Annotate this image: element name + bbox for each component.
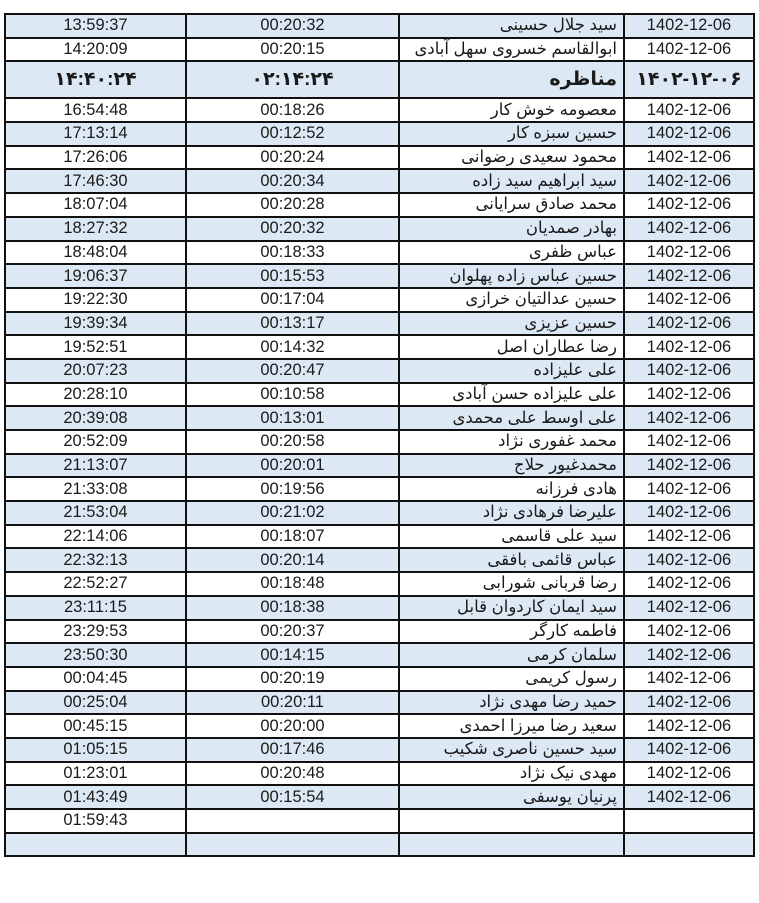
speaker-name-cell[interactable]: سید حسین ناصری شکیب bbox=[399, 738, 624, 762]
speaker-name-cell[interactable]: حسین عباس زاده پهلوان bbox=[399, 264, 624, 288]
table-row bbox=[5, 383, 754, 407]
speaker-name-cell[interactable] bbox=[399, 809, 624, 833]
end-time-cell[interactable] bbox=[5, 833, 186, 857]
table-row bbox=[5, 833, 754, 857]
duration-cell[interactable]: ۰۲:۱۴:۲۴ bbox=[186, 61, 399, 98]
date-cell[interactable] bbox=[624, 833, 754, 857]
table-row bbox=[5, 501, 754, 525]
end-time-cell[interactable]: 20:39:08 bbox=[5, 406, 186, 430]
duration-cell[interactable]: 00:20:00 bbox=[186, 714, 399, 738]
speaker-name-cell[interactable]: علی اوسط علی محمدی bbox=[399, 406, 624, 430]
duration-cell[interactable]: 00:20:14 bbox=[186, 548, 399, 572]
end-time-cell[interactable]: 18:27:32 bbox=[5, 217, 186, 241]
table-row bbox=[5, 430, 754, 454]
table-row bbox=[5, 98, 754, 122]
end-time-cell[interactable]: 19:06:37 bbox=[5, 264, 186, 288]
end-time-cell[interactable]: 23:29:53 bbox=[5, 620, 186, 644]
speaker-name-cell[interactable]: مهدی نیک نژاد bbox=[399, 762, 624, 786]
duration-cell[interactable]: 00:20:48 bbox=[186, 762, 399, 786]
table-row bbox=[5, 525, 754, 549]
end-time-cell[interactable]: 18:07:04 bbox=[5, 193, 186, 217]
table-row bbox=[5, 809, 754, 833]
duration-cell[interactable]: 00:20:32 bbox=[186, 217, 399, 241]
table-row bbox=[5, 241, 754, 265]
date-cell[interactable]: 1402-12-06 bbox=[624, 572, 754, 596]
end-time-cell[interactable]: 00:45:15 bbox=[5, 714, 186, 738]
end-time-cell[interactable]: ۱۴:۴۰:۲۴ bbox=[5, 61, 186, 98]
date-cell[interactable]: 1402-12-06 bbox=[624, 643, 754, 667]
speaker-name-cell[interactable]: محمد صادق سرایانی bbox=[399, 193, 624, 217]
table-row bbox=[5, 714, 754, 738]
speaker-name-cell[interactable]: علیرضا فرهادی نژاد bbox=[399, 501, 624, 525]
speaker-name-cell[interactable]: سعید رضا میرزا احمدی bbox=[399, 714, 624, 738]
end-time-cell[interactable]: 23:50:30 bbox=[5, 643, 186, 667]
speaker-name-cell[interactable]: بهادر صمدیان bbox=[399, 217, 624, 241]
date-cell[interactable]: 1402-12-06 bbox=[624, 146, 754, 170]
duration-cell[interactable]: 00:18:38 bbox=[186, 596, 399, 620]
duration-cell[interactable]: 00:15:54 bbox=[186, 785, 399, 809]
speaker-name-cell[interactable]: سید ایمان کاردوان قابل bbox=[399, 596, 624, 620]
speaker-name-cell[interactable]: رضا قربانی شورابی bbox=[399, 572, 624, 596]
duration-cell[interactable]: 00:20:47 bbox=[186, 359, 399, 383]
speaker-name-cell[interactable]: پرنیان یوسفی bbox=[399, 785, 624, 809]
date-cell[interactable]: 1402-12-06 bbox=[624, 335, 754, 359]
speaker-name-cell[interactable]: محمد غفوری نژاد bbox=[399, 430, 624, 454]
end-time-cell[interactable]: 21:13:07 bbox=[5, 454, 186, 478]
date-cell[interactable]: 1402-12-06 bbox=[624, 98, 754, 122]
end-time-cell[interactable]: 16:54:48 bbox=[5, 98, 186, 122]
duration-cell[interactable]: 00:20:24 bbox=[186, 146, 399, 170]
date-cell[interactable]: 1402-12-06 bbox=[624, 312, 754, 336]
end-time-cell[interactable]: 01:43:49 bbox=[5, 785, 186, 809]
duration-cell[interactable] bbox=[186, 833, 399, 857]
speaker-name-cell[interactable]: عباس ظفری bbox=[399, 241, 624, 265]
table-row bbox=[5, 38, 754, 62]
schedule-table-body bbox=[5, 14, 754, 856]
end-time-cell[interactable]: 20:52:09 bbox=[5, 430, 186, 454]
duration-cell[interactable]: 00:12:52 bbox=[186, 122, 399, 146]
table-row bbox=[5, 548, 754, 572]
end-time-cell[interactable]: 00:25:04 bbox=[5, 691, 186, 715]
speaker-name-cell[interactable] bbox=[399, 833, 624, 857]
date-cell[interactable]: 1402-12-06 bbox=[624, 548, 754, 572]
date-cell[interactable]: 1402-12-06 bbox=[624, 596, 754, 620]
end-time-cell[interactable]: 19:22:30 bbox=[5, 288, 186, 312]
duration-cell[interactable]: 00:18:48 bbox=[186, 572, 399, 596]
duration-cell[interactable]: 00:20:32 bbox=[186, 14, 399, 38]
speaker-name-cell[interactable]: عباس قائمی بافقی bbox=[399, 548, 624, 572]
date-cell[interactable]: 1402-12-06 bbox=[624, 217, 754, 241]
end-time-cell[interactable]: 23:11:15 bbox=[5, 596, 186, 620]
date-cell[interactable]: 1402-12-06 bbox=[624, 620, 754, 644]
end-time-cell[interactable]: 22:32:13 bbox=[5, 548, 186, 572]
date-cell[interactable]: 1402-12-06 bbox=[624, 738, 754, 762]
end-time-cell[interactable]: 18:48:04 bbox=[5, 241, 186, 265]
date-cell[interactable]: 1402-12-06 bbox=[624, 38, 754, 62]
date-cell[interactable]: 1402-12-06 bbox=[624, 169, 754, 193]
speaker-name-cell[interactable]: سید علی قاسمی bbox=[399, 525, 624, 549]
duration-cell[interactable]: 00:20:19 bbox=[186, 667, 399, 691]
date-cell[interactable]: 1402-12-06 bbox=[624, 714, 754, 738]
schedule-table bbox=[4, 13, 755, 857]
duration-cell[interactable]: 00:17:04 bbox=[186, 288, 399, 312]
duration-cell[interactable]: 00:19:56 bbox=[186, 477, 399, 501]
speaker-name-cell[interactable]: محمدغیور حلاج bbox=[399, 454, 624, 478]
duration-cell[interactable]: 00:21:02 bbox=[186, 501, 399, 525]
duration-cell[interactable]: 00:20:34 bbox=[186, 169, 399, 193]
speaker-name-cell[interactable]: سید ابراهیم سید زاده bbox=[399, 169, 624, 193]
table-row bbox=[5, 193, 754, 217]
speaker-name-cell[interactable]: حسین عدالتیان خرازی bbox=[399, 288, 624, 312]
end-time-cell[interactable]: 17:13:14 bbox=[5, 122, 186, 146]
date-cell[interactable]: 1402-12-06 bbox=[624, 667, 754, 691]
date-cell[interactable]: 1402-12-06 bbox=[624, 501, 754, 525]
speaker-name-cell[interactable]: حسین سبزه کار bbox=[399, 122, 624, 146]
end-time-cell[interactable]: 21:33:08 bbox=[5, 477, 186, 501]
date-cell[interactable]: ۱۴۰۲-۱۲-۰۶ bbox=[624, 61, 754, 98]
end-time-cell[interactable]: 01:05:15 bbox=[5, 738, 186, 762]
table-row bbox=[5, 288, 754, 312]
speaker-name-cell[interactable]: حمید رضا مهدی نژاد bbox=[399, 691, 624, 715]
speaker-name-cell[interactable]: سید جلال حسینی bbox=[399, 14, 624, 38]
duration-cell[interactable]: 00:18:33 bbox=[186, 241, 399, 265]
date-cell[interactable]: 1402-12-06 bbox=[624, 430, 754, 454]
speaker-name-cell[interactable]: ابوالقاسم خسروی سهل آبادی bbox=[399, 38, 624, 62]
table-row bbox=[5, 264, 754, 288]
duration-cell[interactable]: 00:10:58 bbox=[186, 383, 399, 407]
date-cell[interactable]: 1402-12-06 bbox=[624, 193, 754, 217]
speaker-name-cell[interactable]: هادی فرزانه bbox=[399, 477, 624, 501]
table-row bbox=[5, 14, 754, 38]
speaker-name-cell[interactable]: علی علیزاده حسن آبادی bbox=[399, 383, 624, 407]
date-cell[interactable]: 1402-12-06 bbox=[624, 525, 754, 549]
table-row bbox=[5, 122, 754, 146]
table-row bbox=[5, 572, 754, 596]
end-time-cell[interactable]: 17:46:30 bbox=[5, 169, 186, 193]
date-cell[interactable]: 1402-12-06 bbox=[624, 241, 754, 265]
speaker-name-cell[interactable]: محمود سعیدی رضوانی bbox=[399, 146, 624, 170]
speaker-name-cell[interactable]: معصومه خوش کار bbox=[399, 98, 624, 122]
duration-cell[interactable]: 00:14:15 bbox=[186, 643, 399, 667]
table-row bbox=[5, 454, 754, 478]
date-cell[interactable]: 1402-12-06 bbox=[624, 264, 754, 288]
speaker-name-cell[interactable]: سلمان کرمی bbox=[399, 643, 624, 667]
table-row bbox=[5, 359, 754, 383]
table-row bbox=[5, 620, 754, 644]
end-time-cell[interactable]: 21:53:04 bbox=[5, 501, 186, 525]
end-time-cell[interactable]: 19:39:34 bbox=[5, 312, 186, 336]
table-row bbox=[5, 169, 754, 193]
table-row bbox=[5, 596, 754, 620]
table-row bbox=[5, 477, 754, 501]
end-time-cell[interactable]: 20:07:23 bbox=[5, 359, 186, 383]
duration-cell[interactable]: 00:18:26 bbox=[186, 98, 399, 122]
speaker-name-cell[interactable]: حسین عزیزی bbox=[399, 312, 624, 336]
end-time-cell[interactable]: 19:52:51 bbox=[5, 335, 186, 359]
date-cell[interactable]: 1402-12-06 bbox=[624, 762, 754, 786]
end-time-cell[interactable]: 22:14:06 bbox=[5, 525, 186, 549]
schedule-sheet bbox=[4, 13, 753, 857]
table-row bbox=[5, 785, 754, 809]
duration-cell[interactable]: 00:20:15 bbox=[186, 38, 399, 62]
date-cell[interactable]: 1402-12-06 bbox=[624, 406, 754, 430]
duration-cell[interactable]: 00:15:53 bbox=[186, 264, 399, 288]
speaker-name-cell[interactable]: رسول کریمی bbox=[399, 667, 624, 691]
duration-cell[interactable]: 00:17:46 bbox=[186, 738, 399, 762]
date-cell[interactable]: 1402-12-06 bbox=[624, 288, 754, 312]
table-row bbox=[5, 667, 754, 691]
speaker-name-cell[interactable]: علی علیزاده bbox=[399, 359, 624, 383]
duration-cell[interactable]: 00:20:01 bbox=[186, 454, 399, 478]
duration-cell[interactable]: 00:20:11 bbox=[186, 691, 399, 715]
duration-cell[interactable]: 00:20:28 bbox=[186, 193, 399, 217]
date-cell[interactable]: 1402-12-06 bbox=[624, 122, 754, 146]
date-cell[interactable] bbox=[624, 809, 754, 833]
date-cell[interactable]: 1402-12-06 bbox=[624, 383, 754, 407]
table-row bbox=[5, 312, 754, 336]
duration-cell[interactable]: 00:13:17 bbox=[186, 312, 399, 336]
table-row bbox=[5, 406, 754, 430]
date-cell[interactable]: 1402-12-06 bbox=[624, 691, 754, 715]
table-row bbox=[5, 643, 754, 667]
speaker-name-cell[interactable]: رضا عطاران اصل bbox=[399, 335, 624, 359]
end-time-cell[interactable]: 17:26:06 bbox=[5, 146, 186, 170]
end-time-cell[interactable]: 00:04:45 bbox=[5, 667, 186, 691]
date-cell[interactable]: 1402-12-06 bbox=[624, 454, 754, 478]
date-cell[interactable]: 1402-12-06 bbox=[624, 785, 754, 809]
duration-cell[interactable]: 00:13:01 bbox=[186, 406, 399, 430]
duration-cell[interactable] bbox=[186, 809, 399, 833]
date-cell[interactable]: 1402-12-06 bbox=[624, 477, 754, 501]
end-time-cell[interactable]: 01:23:01 bbox=[5, 762, 186, 786]
section-row bbox=[5, 61, 754, 98]
end-time-cell[interactable]: 14:20:09 bbox=[5, 38, 186, 62]
date-cell[interactable]: 1402-12-06 bbox=[624, 14, 754, 38]
duration-cell[interactable]: 00:18:07 bbox=[186, 525, 399, 549]
end-time-cell[interactable]: 13:59:37 bbox=[5, 14, 186, 38]
duration-cell[interactable]: 00:20:37 bbox=[186, 620, 399, 644]
table-row bbox=[5, 738, 754, 762]
table-row bbox=[5, 146, 754, 170]
date-cell[interactable]: 1402-12-06 bbox=[624, 359, 754, 383]
table-row bbox=[5, 762, 754, 786]
end-time-cell[interactable]: 01:59:43 bbox=[5, 809, 186, 833]
duration-cell[interactable]: 00:20:58 bbox=[186, 430, 399, 454]
speaker-name-cell[interactable]: فاطمه کارگر bbox=[399, 620, 624, 644]
duration-cell[interactable]: 00:14:32 bbox=[186, 335, 399, 359]
table-row bbox=[5, 691, 754, 715]
speaker-name-cell[interactable]: مناظره bbox=[399, 61, 624, 98]
table-row bbox=[5, 335, 754, 359]
end-time-cell[interactable]: 22:52:27 bbox=[5, 572, 186, 596]
table-row bbox=[5, 217, 754, 241]
end-time-cell[interactable]: 20:28:10 bbox=[5, 383, 186, 407]
